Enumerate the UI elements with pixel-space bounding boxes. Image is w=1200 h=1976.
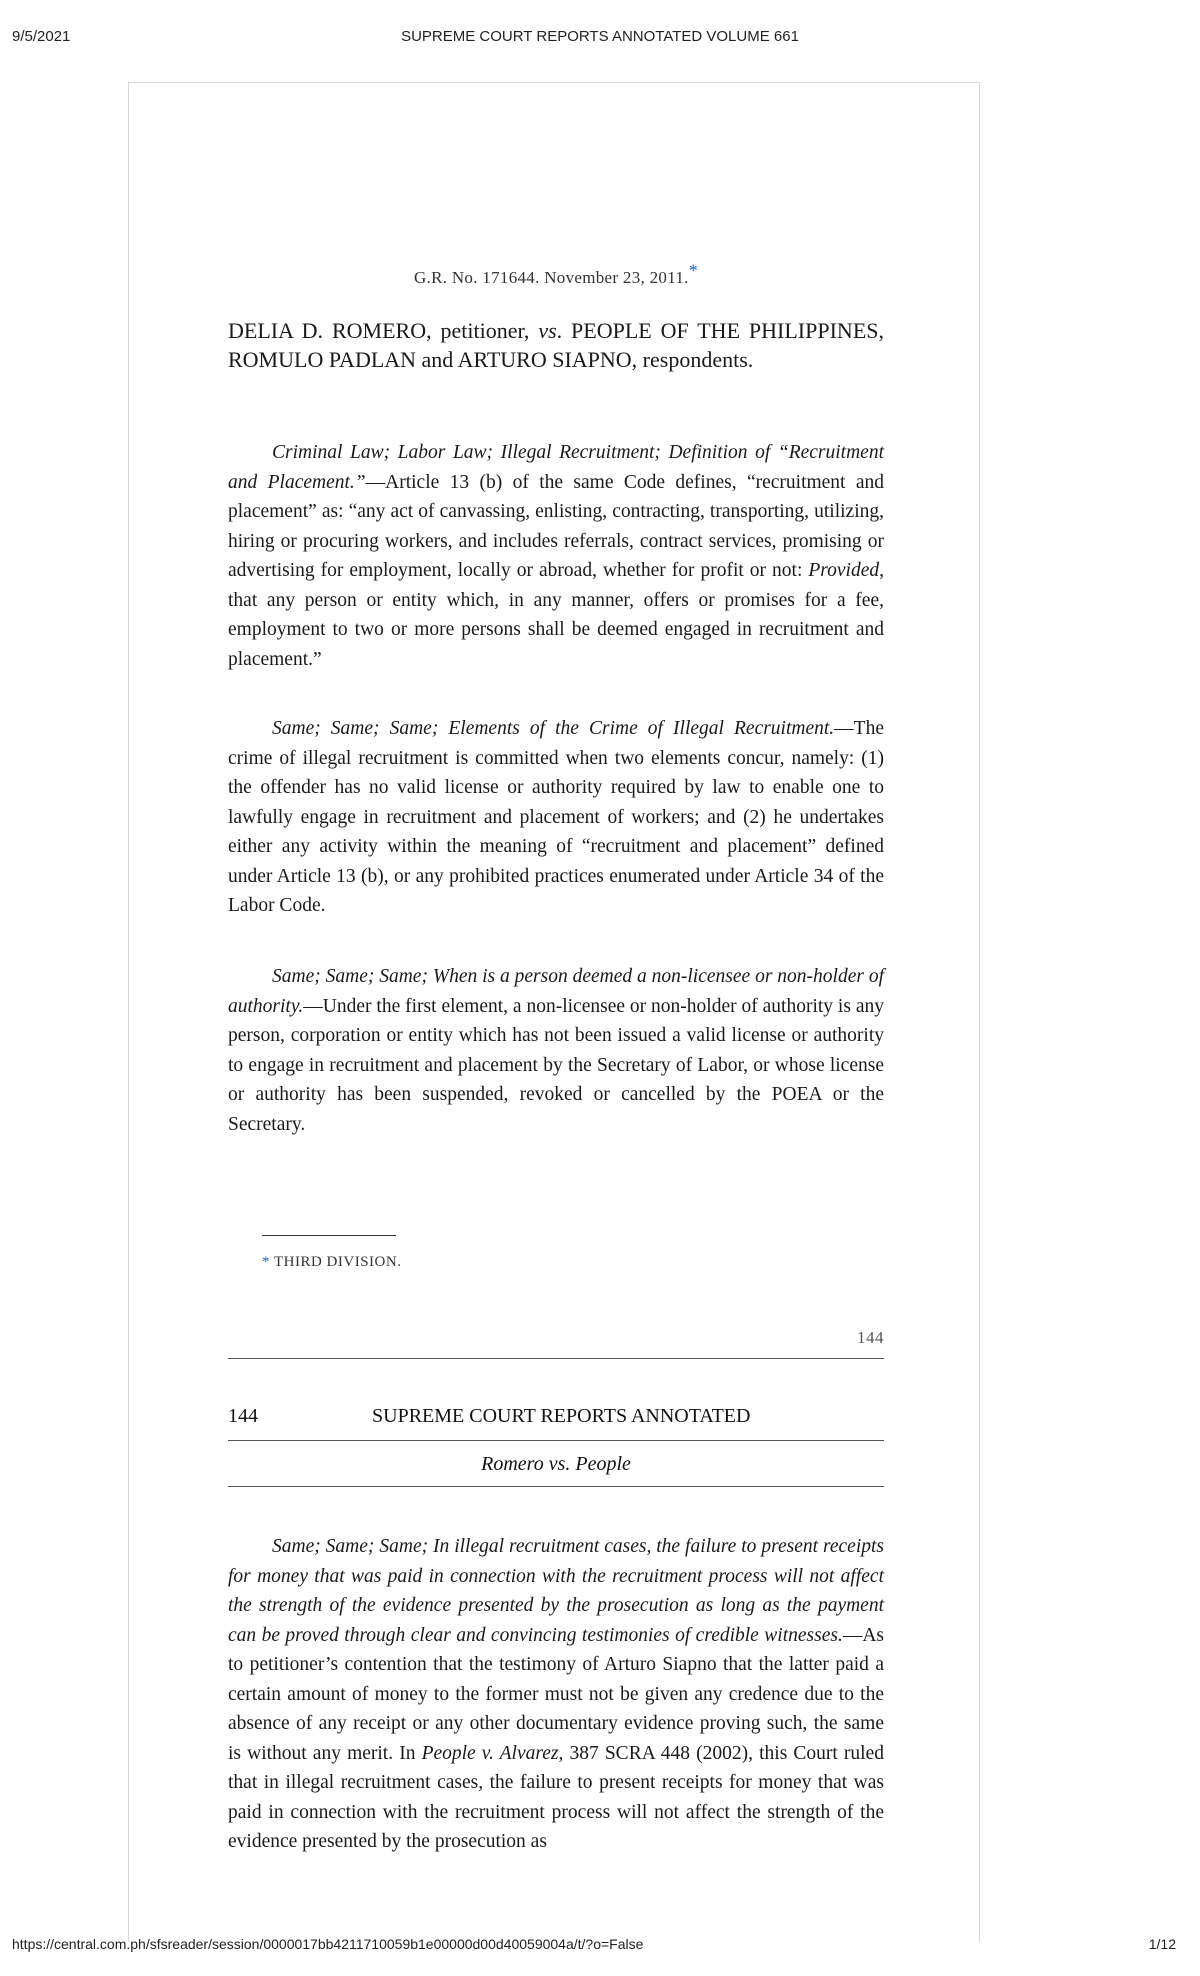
case-short-title	[228, 1453, 884, 1476]
print-date: 9/5/2021	[12, 28, 71, 45]
syllabus-paragraph-3	[228, 962, 884, 1139]
running-head-page-number: 144	[228, 1405, 258, 1427]
syllabus-4-citation: People v. Alvarez,	[421, 1742, 564, 1764]
syllabus-paragraph-4	[228, 1532, 884, 1857]
syllabus-3-text: —Under the first element, a non-licensee or non-holder of authority is any person, corporation or entity which has not been issued a valid license or authority to engage in recruitment and placement by the Secretary of Labor, or whose license or authority has been suspended, revoked or cancelled by the POEA or the Secretary.	[228, 995, 884, 1135]
syllabus-1-text-b: , that any person or entity which, in any manner, offers or promises for a fee, employment to two or more persons shall be deemed engaged in recruitment and placement.”	[228, 560, 884, 670]
syllabus-4-text-b: 387 SCRA 448 (2002), this Court ruled that in illegal recruitment cases, the failure to present receipts for money that was paid in connection with the recruitment process will not affect the strength of the evidence presented by the prosecution as	[228, 1742, 885, 1852]
syllabus-1-provided: Provided	[808, 560, 880, 581]
syllabus-2-keywords: Same; Same; Same; Elements of the Crime of Illegal Recruitment.	[272, 718, 835, 739]
syllabus-4-keywords: Same; Same; Same; In illegal recruitment cases, the failure to present receipts for money that was paid in connection with the recruitment process will not affect the strength of the evidence presented by the prosecution as long as the payment can be proved through clear and convincing testimonies of credible witnesses.	[228, 1536, 884, 1646]
footnote-text: THIRD DIVISION.	[270, 1254, 402, 1270]
parties-respondents: . PEOPLE OF THE PHILIPPINES, ROMULO PADLAN and ARTURO SIAPNO, respondents.	[228, 318, 884, 372]
syllabus-1-keywords: Criminal Law; Labor Law; Illegal Recruitment; Definition of “Recruitment and Placement.”	[228, 442, 884, 493]
footnote-marker: *	[262, 1254, 270, 1270]
footnote	[262, 1254, 401, 1271]
syllabus-1-text-a: —Article 13 (b) of the same Code defines, “recruitment and placement” as: “any act of canvassing, enlisting, contracting, transporting, utilizing, hiring or procuring workers, and includes referrals, contract services, promising or advertising for employment, locally or abroad, whether for profit or not:	[228, 471, 884, 581]
print-header-title: SUPREME COURT REPORTS ANNOTATED VOLUME 661	[401, 28, 799, 45]
syllabus-2-text: —The crime of illegal recruitment is committed when two elements concur, namely: (1) the offender has no valid license or authority required by law to enable one to lawfully engage in recruitment and placement of workers; and (2) he undertakes either any activity within the meaning of “recruitment and placement” defined under Article 13 (b), or any prohibited practices enumerated under Article 34 of the Labor Code.	[228, 718, 884, 916]
short-title-rule	[228, 1486, 884, 1487]
syllabus-paragraph-2	[228, 714, 884, 921]
print-page-count: 1/12	[1148, 1936, 1176, 1952]
syllabus-paragraph-1	[228, 438, 884, 674]
page-break-rule	[228, 1358, 884, 1359]
footnote-divider	[262, 1235, 396, 1236]
short-title-a: Romero	[481, 1453, 549, 1475]
case-number-date	[228, 260, 884, 288]
case-number-text: G.R. No. 171644. November 23, 2011.	[413, 268, 689, 287]
case-parties	[228, 316, 884, 374]
short-title-vs: vs	[548, 1453, 566, 1475]
running-head-rule	[228, 1440, 884, 1441]
syllabus-4-text-a: —As to petitioner’s contention that the testimony of Arturo Siapno that the latter paid a certain amount of money to the former must not be given any credence due to the absence of any receipt or any other documentary evidence proving such, the same is without any merit. In	[228, 1624, 884, 1764]
syllabus-3-keywords: Same; Same; Same; When is a person deemed a non-licensee or non-holder of authority.	[228, 966, 884, 1017]
running-head-title: SUPREME COURT REPORTS ANNOTATED	[372, 1405, 751, 1427]
short-title-b: . People	[565, 1453, 631, 1475]
parties-petitioner: DELIA D. ROMERO, petitioner,	[228, 318, 539, 343]
footnote-link[interactable]: *	[688, 260, 699, 281]
print-url: https://central.com.ph/sfsreader/session/0000017bb4211710059b1e00000d00d40059004a/t/?o=False	[12, 1936, 644, 1952]
page-number: 144	[857, 1328, 884, 1347]
parties-vs: vs	[538, 318, 557, 343]
